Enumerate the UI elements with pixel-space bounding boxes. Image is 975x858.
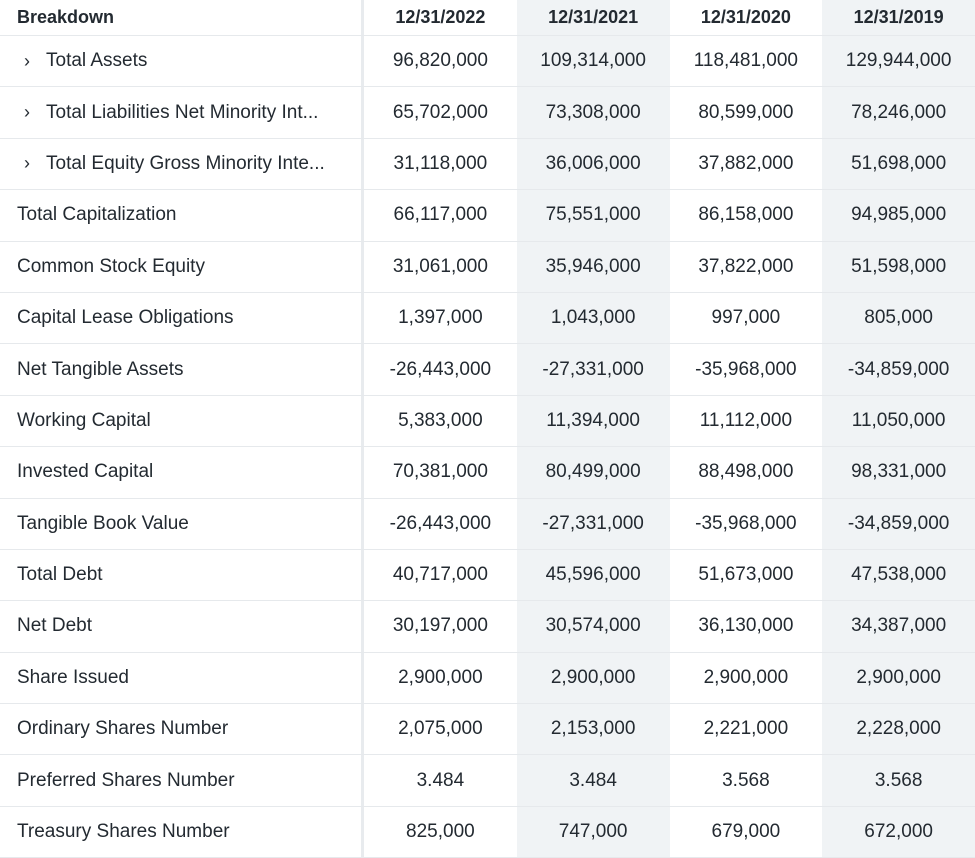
date-header-2021: 12/31/2021 xyxy=(517,0,670,35)
row-value: -35,968,000 xyxy=(695,358,797,380)
row-value: 78,246,000 xyxy=(822,87,975,137)
row-value: -27,331,000 xyxy=(517,344,670,394)
row-label[interactable] xyxy=(0,36,364,86)
row-value: 75,551,000 xyxy=(517,190,670,240)
row-value: 129,944,000 xyxy=(822,36,975,86)
row-value: 30,197,000 xyxy=(392,615,488,637)
row-value: 11,050,000 xyxy=(822,396,975,446)
row-label-text: Capital Lease Obligations xyxy=(17,307,234,329)
row-label xyxy=(0,653,364,703)
row-value: 40,717,000 xyxy=(392,564,488,586)
row-label-text: Tangible Book Value xyxy=(17,512,189,534)
chevron-right-icon[interactable]: › xyxy=(24,102,30,123)
table-body xyxy=(0,36,975,858)
row-label-text: Total Liabilities Net Minority Int... xyxy=(46,101,319,123)
chevron-right-icon[interactable]: › xyxy=(24,153,30,174)
row-value: 31,061,000 xyxy=(392,255,488,277)
row-value: 80,599,000 xyxy=(698,101,794,123)
row-value: 34,387,000 xyxy=(822,601,975,651)
row-value: 96,820,000 xyxy=(392,50,488,72)
row-value: 80,499,000 xyxy=(517,447,670,497)
row-value: 1,397,000 xyxy=(398,307,483,329)
table-row xyxy=(0,755,975,806)
row-value: 2,075,000 xyxy=(398,718,483,740)
table-row xyxy=(0,704,975,755)
table-row[interactable] xyxy=(0,87,975,138)
row-value: 86,158,000 xyxy=(698,204,794,226)
row-label xyxy=(0,447,364,497)
table-row xyxy=(0,293,975,344)
table-row xyxy=(0,653,975,704)
row-value: 36,006,000 xyxy=(517,139,670,189)
row-value: 51,673,000 xyxy=(698,564,794,586)
breakdown-header: Breakdown xyxy=(0,0,364,35)
table-row xyxy=(0,807,975,858)
row-value: 3.484 xyxy=(416,769,465,791)
row-label-text: Net Tangible Assets xyxy=(17,358,184,380)
row-value: 35,946,000 xyxy=(517,242,670,292)
date-header-2020: 12/31/2020 xyxy=(700,7,791,27)
row-value: 679,000 xyxy=(711,821,781,843)
row-value: 31,118,000 xyxy=(393,152,488,174)
row-value: 36,130,000 xyxy=(698,615,794,637)
row-value: 51,698,000 xyxy=(822,139,975,189)
row-label-text: Common Stock Equity xyxy=(17,255,205,277)
row-label xyxy=(0,396,364,446)
row-value: 2,900,000 xyxy=(398,666,483,688)
row-label xyxy=(0,807,364,857)
row-value: 2,900,000 xyxy=(703,666,789,688)
row-value: 11,112,000 xyxy=(699,409,793,431)
row-value: 98,331,000 xyxy=(822,447,975,497)
row-value: -34,859,000 xyxy=(822,344,975,394)
row-value: 51,598,000 xyxy=(822,242,975,292)
row-value: -35,968,000 xyxy=(695,512,797,534)
row-value: 65,702,000 xyxy=(392,101,488,123)
row-label-text: Total Assets xyxy=(46,50,148,72)
row-label xyxy=(0,755,364,805)
row-label-text: Net Debt xyxy=(17,615,92,637)
row-value: 3.568 xyxy=(722,769,770,791)
row-label xyxy=(0,499,364,549)
row-label xyxy=(0,190,364,240)
row-label[interactable] xyxy=(0,139,364,189)
row-value: 997,000 xyxy=(711,307,781,329)
table-row xyxy=(0,396,975,447)
row-value: -27,331,000 xyxy=(517,499,670,549)
table-header-row xyxy=(0,0,975,36)
row-value: 2,153,000 xyxy=(517,704,670,754)
table-row xyxy=(0,499,975,550)
chevron-right-icon[interactable]: › xyxy=(24,50,30,71)
row-value: 825,000 xyxy=(406,821,475,843)
row-value: 805,000 xyxy=(822,293,975,343)
row-value: 118,481,000 xyxy=(693,50,798,72)
row-value: 66,117,000 xyxy=(393,204,488,226)
row-value: 88,498,000 xyxy=(698,461,794,483)
table-row xyxy=(0,601,975,652)
row-value: 37,822,000 xyxy=(698,255,794,277)
row-label-text: Working Capital xyxy=(17,409,151,431)
row-label xyxy=(0,344,364,394)
row-label-text: Ordinary Shares Number xyxy=(17,718,229,740)
row-label-text: Total Equity Gross Minority Inte... xyxy=(46,152,325,174)
row-label xyxy=(0,704,364,754)
row-value: 94,985,000 xyxy=(822,190,975,240)
table-row xyxy=(0,344,975,395)
row-label-text: Invested Capital xyxy=(17,461,154,483)
row-value: 37,882,000 xyxy=(698,152,794,174)
row-label-text: Treasury Shares Number xyxy=(17,821,230,843)
row-label xyxy=(0,293,364,343)
row-value: 747,000 xyxy=(517,807,670,857)
row-value: 30,574,000 xyxy=(517,601,670,651)
table-row[interactable] xyxy=(0,36,975,87)
table-row xyxy=(0,242,975,293)
table-row[interactable] xyxy=(0,139,975,190)
row-label[interactable] xyxy=(0,87,364,137)
row-value: 672,000 xyxy=(822,807,975,857)
row-value: 2,228,000 xyxy=(822,704,975,754)
row-label xyxy=(0,242,364,292)
date-header-2019: 12/31/2019 xyxy=(822,0,975,35)
row-value: 73,308,000 xyxy=(517,87,670,137)
row-value: 3.568 xyxy=(822,755,975,805)
row-value: 2,900,000 xyxy=(822,653,975,703)
row-value: 5,383,000 xyxy=(398,409,483,431)
row-value: -26,443,000 xyxy=(389,512,492,534)
row-label-text: Share Issued xyxy=(17,666,129,688)
row-value: 1,043,000 xyxy=(517,293,670,343)
table-row xyxy=(0,550,975,601)
row-label xyxy=(0,601,364,651)
row-value: 2,221,000 xyxy=(703,718,789,740)
row-value: 2,900,000 xyxy=(517,653,670,703)
row-label-text: Total Debt xyxy=(17,564,103,586)
row-value: 3.484 xyxy=(517,755,670,805)
row-value: -34,859,000 xyxy=(822,499,975,549)
row-label xyxy=(0,550,364,600)
row-value: 109,314,000 xyxy=(517,36,670,86)
row-value: 47,538,000 xyxy=(822,550,975,600)
row-value: 45,596,000 xyxy=(517,550,670,600)
row-value: -26,443,000 xyxy=(389,358,492,380)
row-value: 11,394,000 xyxy=(517,396,670,446)
row-label-text: Total Capitalization xyxy=(17,204,177,226)
table-row xyxy=(0,447,975,498)
row-value: 70,381,000 xyxy=(392,461,488,483)
date-header-2022: 12/31/2022 xyxy=(395,7,486,27)
table-row xyxy=(0,190,975,241)
row-label-text: Preferred Shares Number xyxy=(17,769,235,791)
